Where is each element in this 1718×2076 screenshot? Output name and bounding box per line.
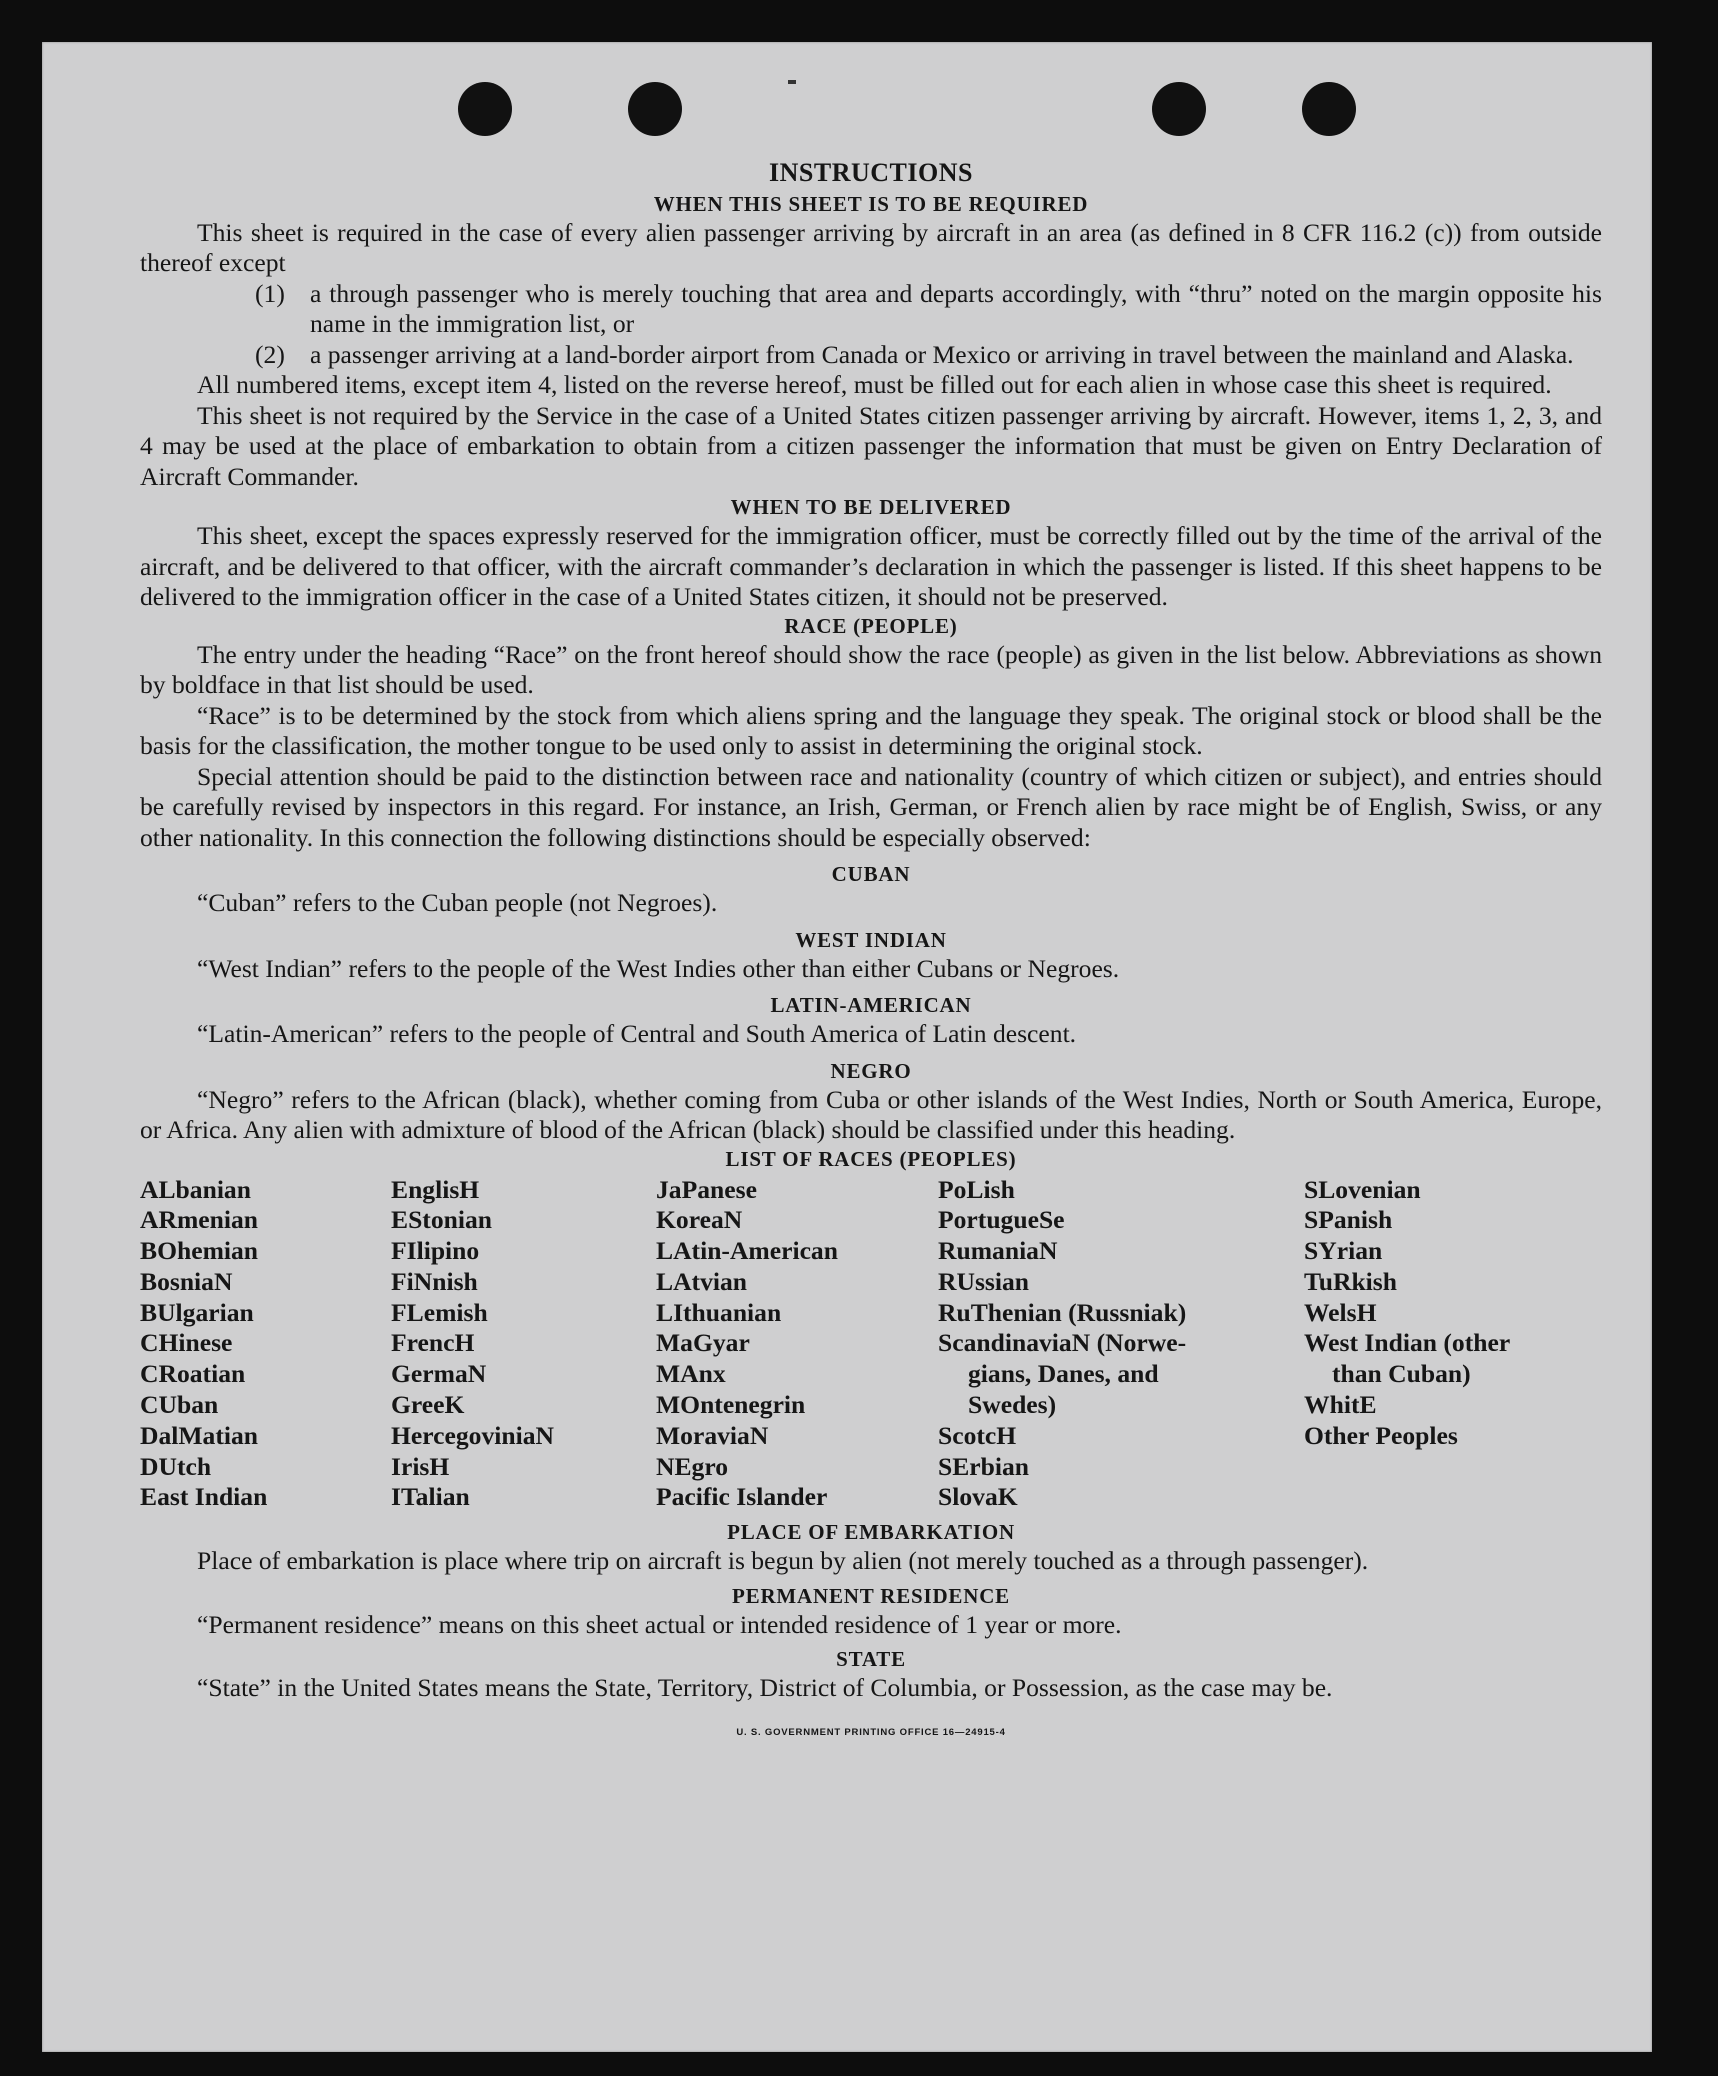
paragraph: “Permanent residence” means on this sheet actual or intended residence of 1 year or more.: [197, 1609, 1122, 1639]
race-item: JaPanese: [656, 1174, 757, 1204]
race-item: LAtvian: [656, 1266, 748, 1296]
race-item: NEgro: [656, 1451, 729, 1481]
printer-imprint: U. S. GOVERNMENT PRINTING OFFICE 16—24915-4: [736, 1726, 1006, 1738]
speck: [788, 80, 796, 84]
race-item: GermaN: [391, 1359, 487, 1389]
race-list: [140, 1175, 1602, 1514]
section-heading: PERMANENT RESIDENCE: [732, 1583, 1010, 1608]
race-item: East Indian: [140, 1482, 268, 1512]
punch-hole: [628, 82, 682, 136]
section-heading: STATE: [836, 1647, 906, 1672]
race-item: FrencH: [391, 1328, 475, 1358]
race-item: MoraviaN: [656, 1420, 769, 1450]
race-item: ScandinaviaN (Norwe-: [938, 1328, 1187, 1358]
race-item: FLemish: [391, 1297, 488, 1327]
section-heading: WHEN TO BE DELIVERED: [730, 495, 1012, 519]
race-item: FIlipino: [391, 1236, 480, 1266]
punch-hole: [458, 82, 512, 136]
paragraph: This sheet is not required by the Service in the case of a United States citizen passenger arriving by aircraft. However, items 1, 2, 3, and 4 may be used at the place of embarkation to obtain from a citizen passenger the information that must be given on Entry Declaration of Aircraft Commander.: [140, 400, 1602, 491]
paragraph: Special attention should be paid to the distinction between race and nationality (country of which citizen or subject), and entries should be carefully revised by inspectors in this regard. For instance, an Irish, German, or French alien by race might be of English, Swiss, or any other nationality. In this connection the following distinctions should be especially observed:: [140, 761, 1602, 852]
race-item: ARmenian: [140, 1205, 259, 1235]
race-column: [938, 1175, 1304, 1514]
race-column: [1304, 1175, 1594, 1514]
race-item: ITalian: [391, 1482, 470, 1512]
race-item: MAnx: [656, 1359, 726, 1389]
section-heading: WHEN THIS SHEET IS TO BE REQUIRED: [653, 191, 1089, 216]
paragraph: “Negro” refers to the African (black), whether coming from Cuba or other islands of the West Indies, North or South America, Europe, or Africa. Any alien with admixture of blood of the African (black) should be classified under this heading.: [140, 1084, 1602, 1144]
paragraph: This sheet is required in the case of every alien passenger arriving by aircraft in an area (as defined in 8 CFR 116.2 (c)) from outside thereof except: [140, 217, 1602, 277]
race-item: MaGyar: [656, 1328, 750, 1358]
document-sheet: [42, 42, 1652, 2052]
race-item: than Cuban): [1332, 1359, 1471, 1389]
race-item: BUlgarian: [140, 1297, 254, 1327]
race-item: PortugueSe: [938, 1205, 1065, 1235]
race-item: CHinese: [140, 1328, 233, 1358]
list-item: (1) a through passenger who is merely touching that area and departs accordingly, with “thru” noted on the margin opposite his name in the immigration list, or: [255, 278, 1602, 338]
paragraph: Place of embarkation is place where trip on aircraft is begun by alien (not merely touched as a through passenger).: [197, 1546, 1369, 1576]
paragraph: This sheet, except the spaces expressly reserved for the immigration officer, must be correctly filled out by the time of the arrival of the aircraft, and be delivered to that officer, with the aircraft commander’s declaration in which the passenger is listed. If this sheet happens to be delivered to the immigration officer in the case of a United States citizen, it should not be preserved.: [140, 521, 1602, 611]
paragraph: The entry under the heading “Race” on the front hereof should show the race (people) as given in the list below. Abbreviations as shown by boldface in that list should be used.: [140, 639, 1602, 699]
race-item: ALbanian: [140, 1174, 251, 1204]
section-heading: LATIN-AMERICAN: [770, 993, 972, 1017]
race-item: LIthuanian: [656, 1297, 782, 1327]
race-item: TuRkish: [1304, 1266, 1397, 1296]
race-item: LAtin-American: [656, 1236, 838, 1266]
instructions-content: [140, 158, 1602, 1748]
race-item: CUban: [140, 1390, 219, 1420]
page-title: INSTRUCTIONS: [769, 158, 973, 187]
paragraph: All numbered items, except item 4, listed on the reverse hereof, must be filled out for each alien in whose case this sheet is required.: [197, 370, 1552, 399]
section-heading: WEST INDIAN: [795, 927, 947, 952]
race-item: SLovenian: [1304, 1174, 1421, 1204]
race-item: PoLish: [938, 1174, 1015, 1204]
race-item: WelsH: [1304, 1297, 1377, 1327]
section-heading: NEGRO: [830, 1058, 912, 1083]
section-heading: CUBAN: [831, 862, 911, 886]
race-column: [140, 1175, 391, 1514]
race-item: RumaniaN: [938, 1236, 1058, 1266]
section-heading: RACE (PEOPLE): [784, 613, 958, 638]
race-item: RuThenian (Russniak): [938, 1297, 1187, 1327]
race-item: SErbian: [938, 1451, 1030, 1481]
race-item: West Indian (other: [1304, 1328, 1511, 1358]
paragraph: “State” in the United States means the State, Territory, District of Columbia, or Possession, as the case may be.: [197, 1673, 1333, 1703]
race-item: IrisH: [391, 1451, 450, 1481]
race-item: ScotcH: [938, 1420, 1017, 1450]
punch-hole: [1152, 82, 1206, 136]
race-item: Other Peoples: [1304, 1420, 1458, 1450]
section-heading: LIST OF RACES (PEOPLES): [725, 1146, 1017, 1171]
race-item: EnglisH: [391, 1174, 480, 1204]
punch-hole: [1302, 82, 1356, 136]
race-item: CRoatian: [140, 1359, 246, 1389]
race-item: SYrian: [1304, 1236, 1383, 1266]
race-item: BosniaN: [140, 1266, 233, 1296]
race-item: SPanish: [1304, 1205, 1393, 1235]
race-item: SlovaK: [938, 1482, 1018, 1512]
race-item: BOhemian: [140, 1236, 259, 1266]
race-item: FiNnish: [391, 1266, 478, 1296]
race-item: RUssian: [938, 1266, 1030, 1296]
paragraph: “Race” is to be determined by the stock from which aliens spring and the language they speak. The original stock or blood shall be the basis for the classification, the mother tongue to be used only to assist in determining the original stock.: [140, 700, 1602, 760]
race-column: [391, 1175, 656, 1514]
race-item: GreeK: [391, 1390, 465, 1420]
race-item: HercegoviniaN: [391, 1420, 555, 1450]
list-item: (2) a passenger arriving at a land-border airport from Canada or Mexico or arriving in travel between the mainland and Alaska.: [255, 339, 1574, 369]
race-item: DalMatian: [140, 1420, 259, 1450]
race-item: gians, Danes, and: [968, 1359, 1159, 1389]
race-item: DUtch: [140, 1451, 212, 1481]
race-column: [656, 1175, 938, 1514]
race-item: Pacific Islander: [656, 1482, 828, 1512]
paragraph: “Latin-American” refers to the people of Central and South America of Latin descent.: [197, 1019, 1077, 1048]
race-item: WhitE: [1304, 1390, 1377, 1420]
paragraph: “Cuban” refers to the Cuban people (not Negroes).: [197, 888, 718, 917]
race-item: MOntenegrin: [656, 1390, 806, 1420]
race-item: KoreaN: [656, 1205, 743, 1235]
paragraph: “West Indian” refers to the people of the West Indies other than either Cubans or Negroes.: [197, 953, 1120, 983]
section-heading: PLACE OF EMBARKATION: [727, 1520, 1015, 1545]
race-item: Swedes): [968, 1390, 1057, 1420]
race-item: EStonian: [391, 1205, 493, 1235]
